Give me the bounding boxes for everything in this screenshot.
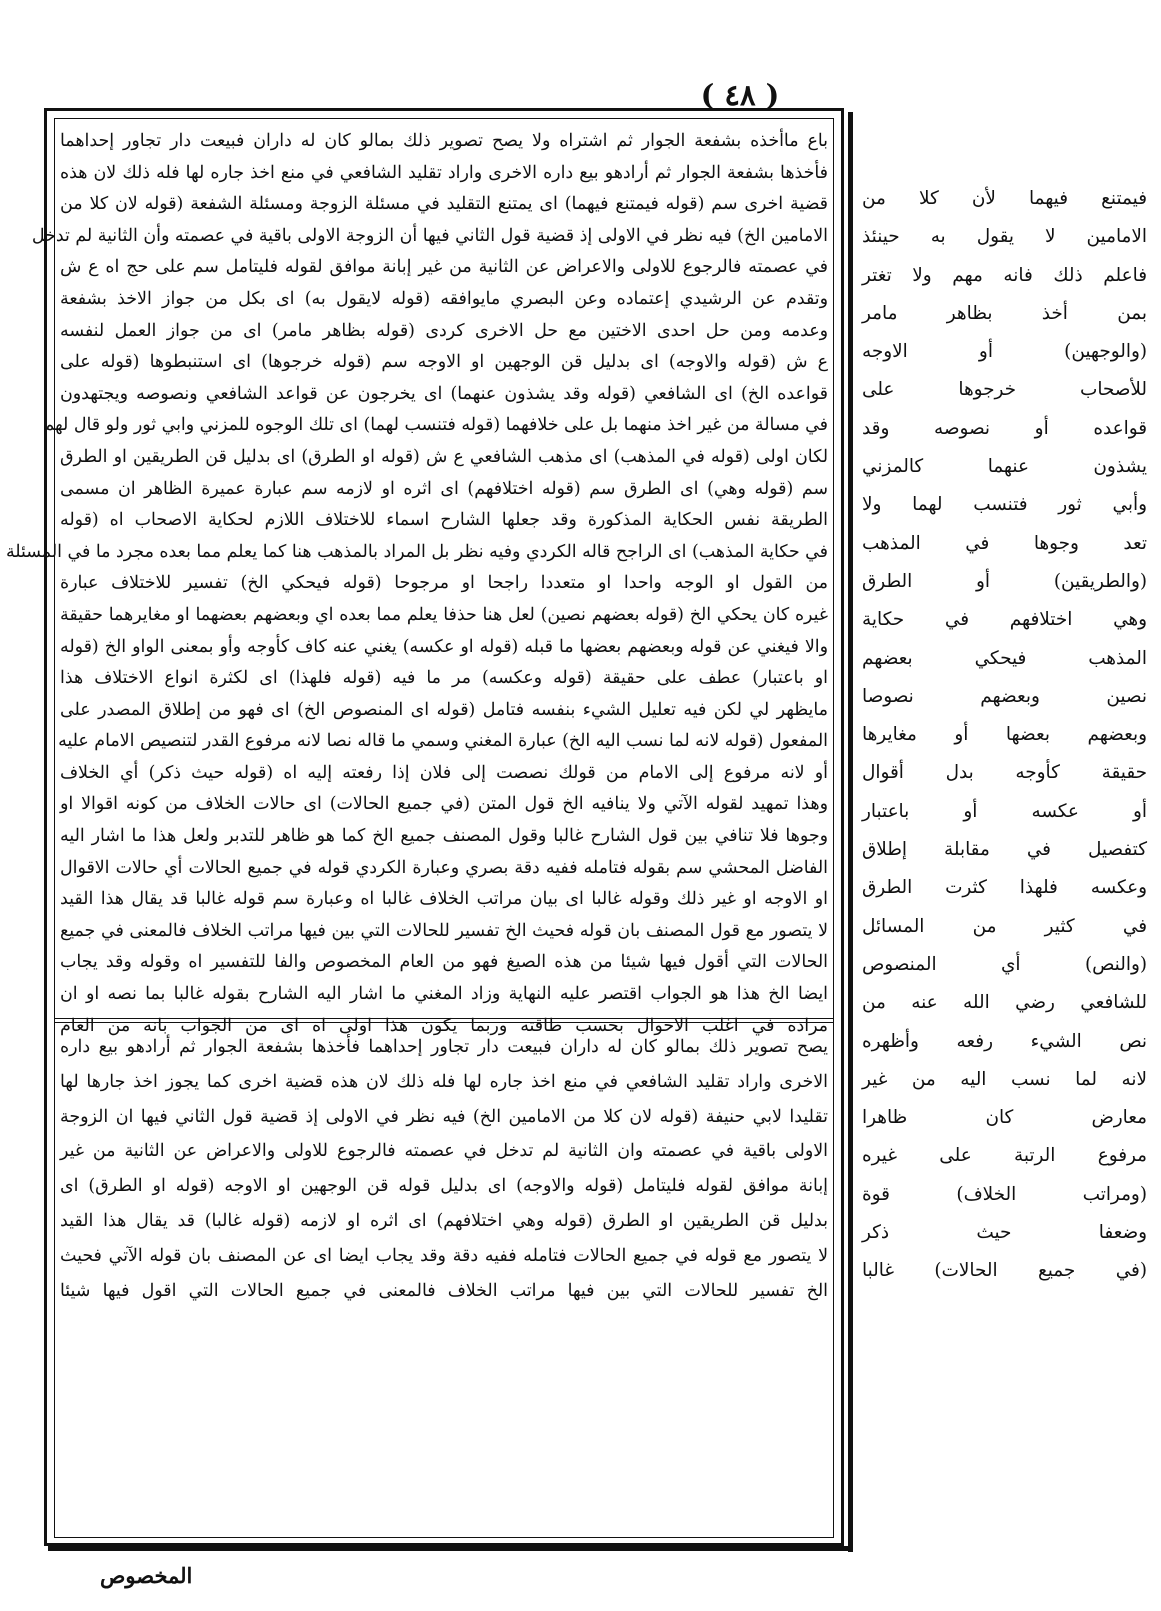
upper-text-line: غيره كان يحكي الخ (قوله بعضهم نصين) لعل هنا حذفا يعلم مما بعده اي وبعضهم بعضهما او مغايرهما حقيقة: [60, 604, 828, 625]
margin-text-line: قواعده أو نصوصه وقد: [862, 417, 1147, 439]
upper-text-line: قضية اخرى سم (قوله فيمتنع فيهما) اى يمتنع التقليد في مسئلة الزوجة ومسئلة الشفعة (قوله لان كلا من: [60, 194, 828, 215]
lower-text-line: بدليل قن الطريقين او الطرق (قوله وهي اختلافهم) اى اثره او لازمه (قوله غالبا) قد يقال هذا القيد: [60, 1210, 828, 1231]
margin-text-line: مرفوع الرتبة على غيره: [862, 1145, 1147, 1167]
margin-text-line: في كثير من المسائل: [862, 915, 1147, 937]
upper-text-line: الامامين الخ) فيه نظر في الاولى إذ قضية قول الثاني فيها أن الزوجة الاولى باقية في عصمته وأن الثانية لم تدخل: [31, 225, 828, 246]
upper-text-line: من القول او الوجه واحدا او متعددا راجحا او مرجوحا (قوله فيحكي الخ) تفسير للاختلاف عبارة: [60, 573, 828, 594]
lower-text-line: الاخرى واراد تقليد الشافعي في منع اخذ جاره لها فله ذلك لان هذه قضية اخرى كما يجوز اخذ جارها لها: [60, 1071, 828, 1092]
upper-text-line: فأخذها بشفعة الجوار ثم أرادهو بيع داره الاخرى واراد تقليد الشافعي في منع اخذ جاره لها فله ذلك لان هذه: [60, 162, 828, 183]
margin-text-line: نص الشيء رفعه وأظهره: [862, 1030, 1147, 1052]
section-divider: [54, 1018, 834, 1023]
upper-text-line: قواعده الخ) اى الشافعي (قوله وقد يشذون عنهما) اى يخرجون عن قواعد الشافعي ونصوصه ويجتهدون: [60, 383, 828, 404]
margin-text-line: يشذون عنهما كالمزني: [862, 456, 1147, 478]
lower-text-line: تقليدا لابي حنيفة (قوله لان كلا من الامامين الخ) فيه نظر في الاولى إذ قضية قول الثاني فيها ان الزوجة: [60, 1106, 828, 1127]
margin-text-line: (في جميع الحالات) غالبا: [862, 1260, 1147, 1282]
lower-text-line: إبانة موافق لقوله فليتامل (قوله والاوجه) اى بدليل قوله قن الوجهين او الاوجه (قوله او الطرق) اى: [60, 1176, 828, 1197]
upper-text-line: وهذا تمهيد لقوله الآتي ولا ينافيه الخ قول المتن (في جميع الحالات) اى حالات الخلاف من كونه اقوالا او: [60, 794, 828, 815]
upper-commentary-block: [5, 126, 828, 1036]
upper-text-line: المفعول (قوله لانه لما نسب اليه الخ) عبارة المغني وسمي ما قاله نصا لانه مرفوع القدر لتنصيص الامام عليه: [58, 731, 828, 752]
page-number: ( ٤٨ ): [700, 78, 780, 112]
margin-text-line: وضعفا حيث ذكر: [862, 1222, 1147, 1244]
upper-text-line: او باعتبار) عطف على حقيقة (قوله وعكسه) مر ما فيه (قوله فلهذا) اى لكثرة انواع الاختلاف هذا: [60, 668, 828, 689]
margin-text-line: تعد وجوها في المذهب: [862, 532, 1147, 554]
margin-text-line: (والنص) أي المنصوص: [862, 953, 1147, 975]
margin-text-line: فاعلم ذلك فانه مهم ولا تغتر: [862, 264, 1147, 286]
upper-text-line: لا يتصور مع قول المصنف بان قوله فحيث الخ تفسير للحالات التي بين فيها مراتب الخلاف فالمعنى في جميع: [60, 920, 828, 941]
margin-text-line: كتفصيل في مقابلة إطلاق: [862, 839, 1147, 861]
margin-text-line: المذهب فيحكي بعضهم: [862, 647, 1147, 669]
lower-text-line: الخ تفسير للحالات التي بين فيها مراتب الخلاف فالمعنى في جميع الحالات التي اقول فيها شيئا: [60, 1280, 828, 1301]
upper-text-line: مايظهر لي لكن فيه تعليل الشيء بنفسه فتامل (قوله اى المنصوص الخ) اى فهو من إطلاق المصدر على: [60, 699, 828, 720]
margin-text-line: الامامين لا يقول به حينئذ: [862, 226, 1147, 248]
margin-text-line: معارض كان ظاهرا: [862, 1107, 1147, 1129]
margin-text-line: (والوجهين) أو الاوجه: [862, 341, 1147, 363]
margin-text-line: (والطريقين) أو الطرق: [862, 570, 1147, 592]
upper-text-line: الفاضل المحشي سم بقوله فتامله ففيه دقة بصري وعبارة الكردي قوله في جميع الحالات أي حالات الاقوال: [60, 857, 828, 878]
margin-text-line: وعكسه فلهذا كثرت الطرق: [862, 877, 1147, 899]
lower-text-line: لا يتصور مع قوله في جميع الحالات فتامله ففيه دقة وقد يجاب ايضا اى عن المصنف بان قوله الآتي فحيث: [60, 1245, 828, 1266]
upper-text-line: او الاوجه او غير ذلك وقوله غالبا اى بيان مراتب الخلاف غالبا اه وعبارة سم قوله غالبا قد يقال هذا القيد: [60, 889, 828, 910]
frame-shadow-bottom: [48, 1546, 853, 1551]
upper-text-line: أو لانه مرفوع إلى الامام من قولك نصصت إلى فلان إذا رفعته إليه اه (قوله حيث ذكر) أي الخلاف: [60, 762, 828, 783]
lower-text-line: يصح تصوير ذلك بمالو كان له داران فبيعت دار تجاور إحداهما فأخذها بشفعة الجوار ثم أرادهو بيع داره: [60, 1037, 828, 1057]
catchword: المخصوص: [100, 1563, 193, 1588]
margin-text-line: وأبي ثور فتنسب لهما ولا: [862, 494, 1147, 516]
margin-text-line: وهي اختلافهم في حكاية: [862, 609, 1147, 631]
lower-commentary-block: [60, 1030, 828, 1530]
margin-text-line: بمن أخذ بظاهر مامر: [862, 302, 1147, 324]
margin-text-line: وبعضهم بعضها أو مغايرها: [862, 724, 1147, 746]
upper-text-line: ايضا الخ هذا هو الجواب اقتصر عليه النهاية وزاد المغني ما اشار اليه الشارح بقوله غالبا بما نصه او ان: [60, 984, 828, 1005]
frame-shadow-right: [848, 112, 853, 1552]
margin-text-line: حقيقة كأوجه بدل أقوال: [862, 762, 1147, 784]
upper-text-line: الحالات التي أقول فيها شيئا من هذه الصيغ فهو من العام المخصوص والفا للتفسير اه وقوله وقد يجاب: [60, 952, 828, 973]
upper-text-line: باع ماأخذه بشفعة الجوار ثم اشتراه ولا يصح تصوير ذلك بمالو كان له داران فبيعت دار تجاور إحداهما: [60, 131, 828, 151]
margin-text-line: للشافعي رضي الله عنه من: [862, 992, 1147, 1014]
margin-text-line: للأصحاب خرجوها على: [862, 379, 1147, 401]
margin-text-line: فيمتنع فيهما لأن كلا من: [862, 188, 1147, 209]
upper-text-line: الطريقة نفس الحكاية المذكورة وقد جعلها الشارح اسماء للاختلاف اللازم لحكاية الاصحاب اه (قوله: [60, 510, 828, 531]
upper-text-line: سم (قوله وهي) اى الطرق سم (قوله اختلافهم) اى اثره او لازمه سم عبارة عميرة الظاهر ان مسمى: [60, 478, 828, 499]
upper-text-line: في مسالة من غير اخذ منهما بل على خلافهما (قوله فتنسب لهما) اى تلك الوجوه للمزني وابي ثور ولو قال لهم: [43, 415, 828, 436]
margin-text-line: (ومراتب الخلاف) قوة: [862, 1183, 1147, 1205]
margin-text-line: نصين وبعضهم نصوصا: [862, 685, 1147, 707]
upper-text-line: وجوها فلا تنافي بين قول الشارح غالبا وقول المصنف جميع الخ كما هو ظاهر للتدبر ولعل هذا ما اشار اليه: [60, 826, 828, 847]
upper-text-line: في عصمته فالرجوع للاولى والاعراض عن الثانية من غير إبانة موافق لقوله فليتامل سم على حج اه ع ش: [60, 257, 828, 278]
upper-text-line: وعدمه ومن حل احدى الاختين مع حل الاخرى كردى (قوله بظاهر مامر) اى من جواز العمل لنفسه: [60, 320, 828, 341]
margin-text-line: أو عكسه أو باعتبار: [862, 800, 1147, 822]
lower-text-line: الاولى باقية في عصمته وان الثانية لم تدخل في عصمته فالرجوع للاولى والاعراض عن الثانية من غير: [60, 1141, 828, 1162]
upper-text-line: ع ش (قوله والاوجه) اى بدليل قن الوجهين او الاوجه سم (قوله خرجوها) اى استنبطوها (قوله على: [60, 352, 828, 373]
upper-text-line: في حكاية المذهب) اى الراجح قاله الكردي وفيه نظر بل المراد بالمذهب هنا كما يعلم مما بعده مجرد ما في المسئلة: [5, 541, 828, 562]
upper-text-line: والا فيغني عن قوله وبعضهم بعضها ما قبله (قوله او عكسه) يغني عنه كاف كأوجه وأو بمعنى الواو الخ (قوله: [60, 636, 828, 657]
upper-text-line: مراده في اغلب الاحوال بحسب طاقته وربما يكون هذا اولى اه اى من الجواب بانه من العام: [60, 1015, 828, 1036]
margin-main-text: [862, 180, 1147, 1580]
upper-text-line: لكان اولى (قوله في المذهب) اى مذهب الشافعي ع ش (قوله او الطرق) اى بدليل قن الطريقين او الطرق: [60, 446, 828, 467]
upper-text-line: وتقدم عن الرشيدي إعتماده وعن البصري مايوافقه (قوله لايقول به) اى بكل من جواز الاخذ بشفعة: [60, 288, 828, 309]
margin-text-line: لانه لما نسب اليه من غير: [862, 1068, 1147, 1090]
